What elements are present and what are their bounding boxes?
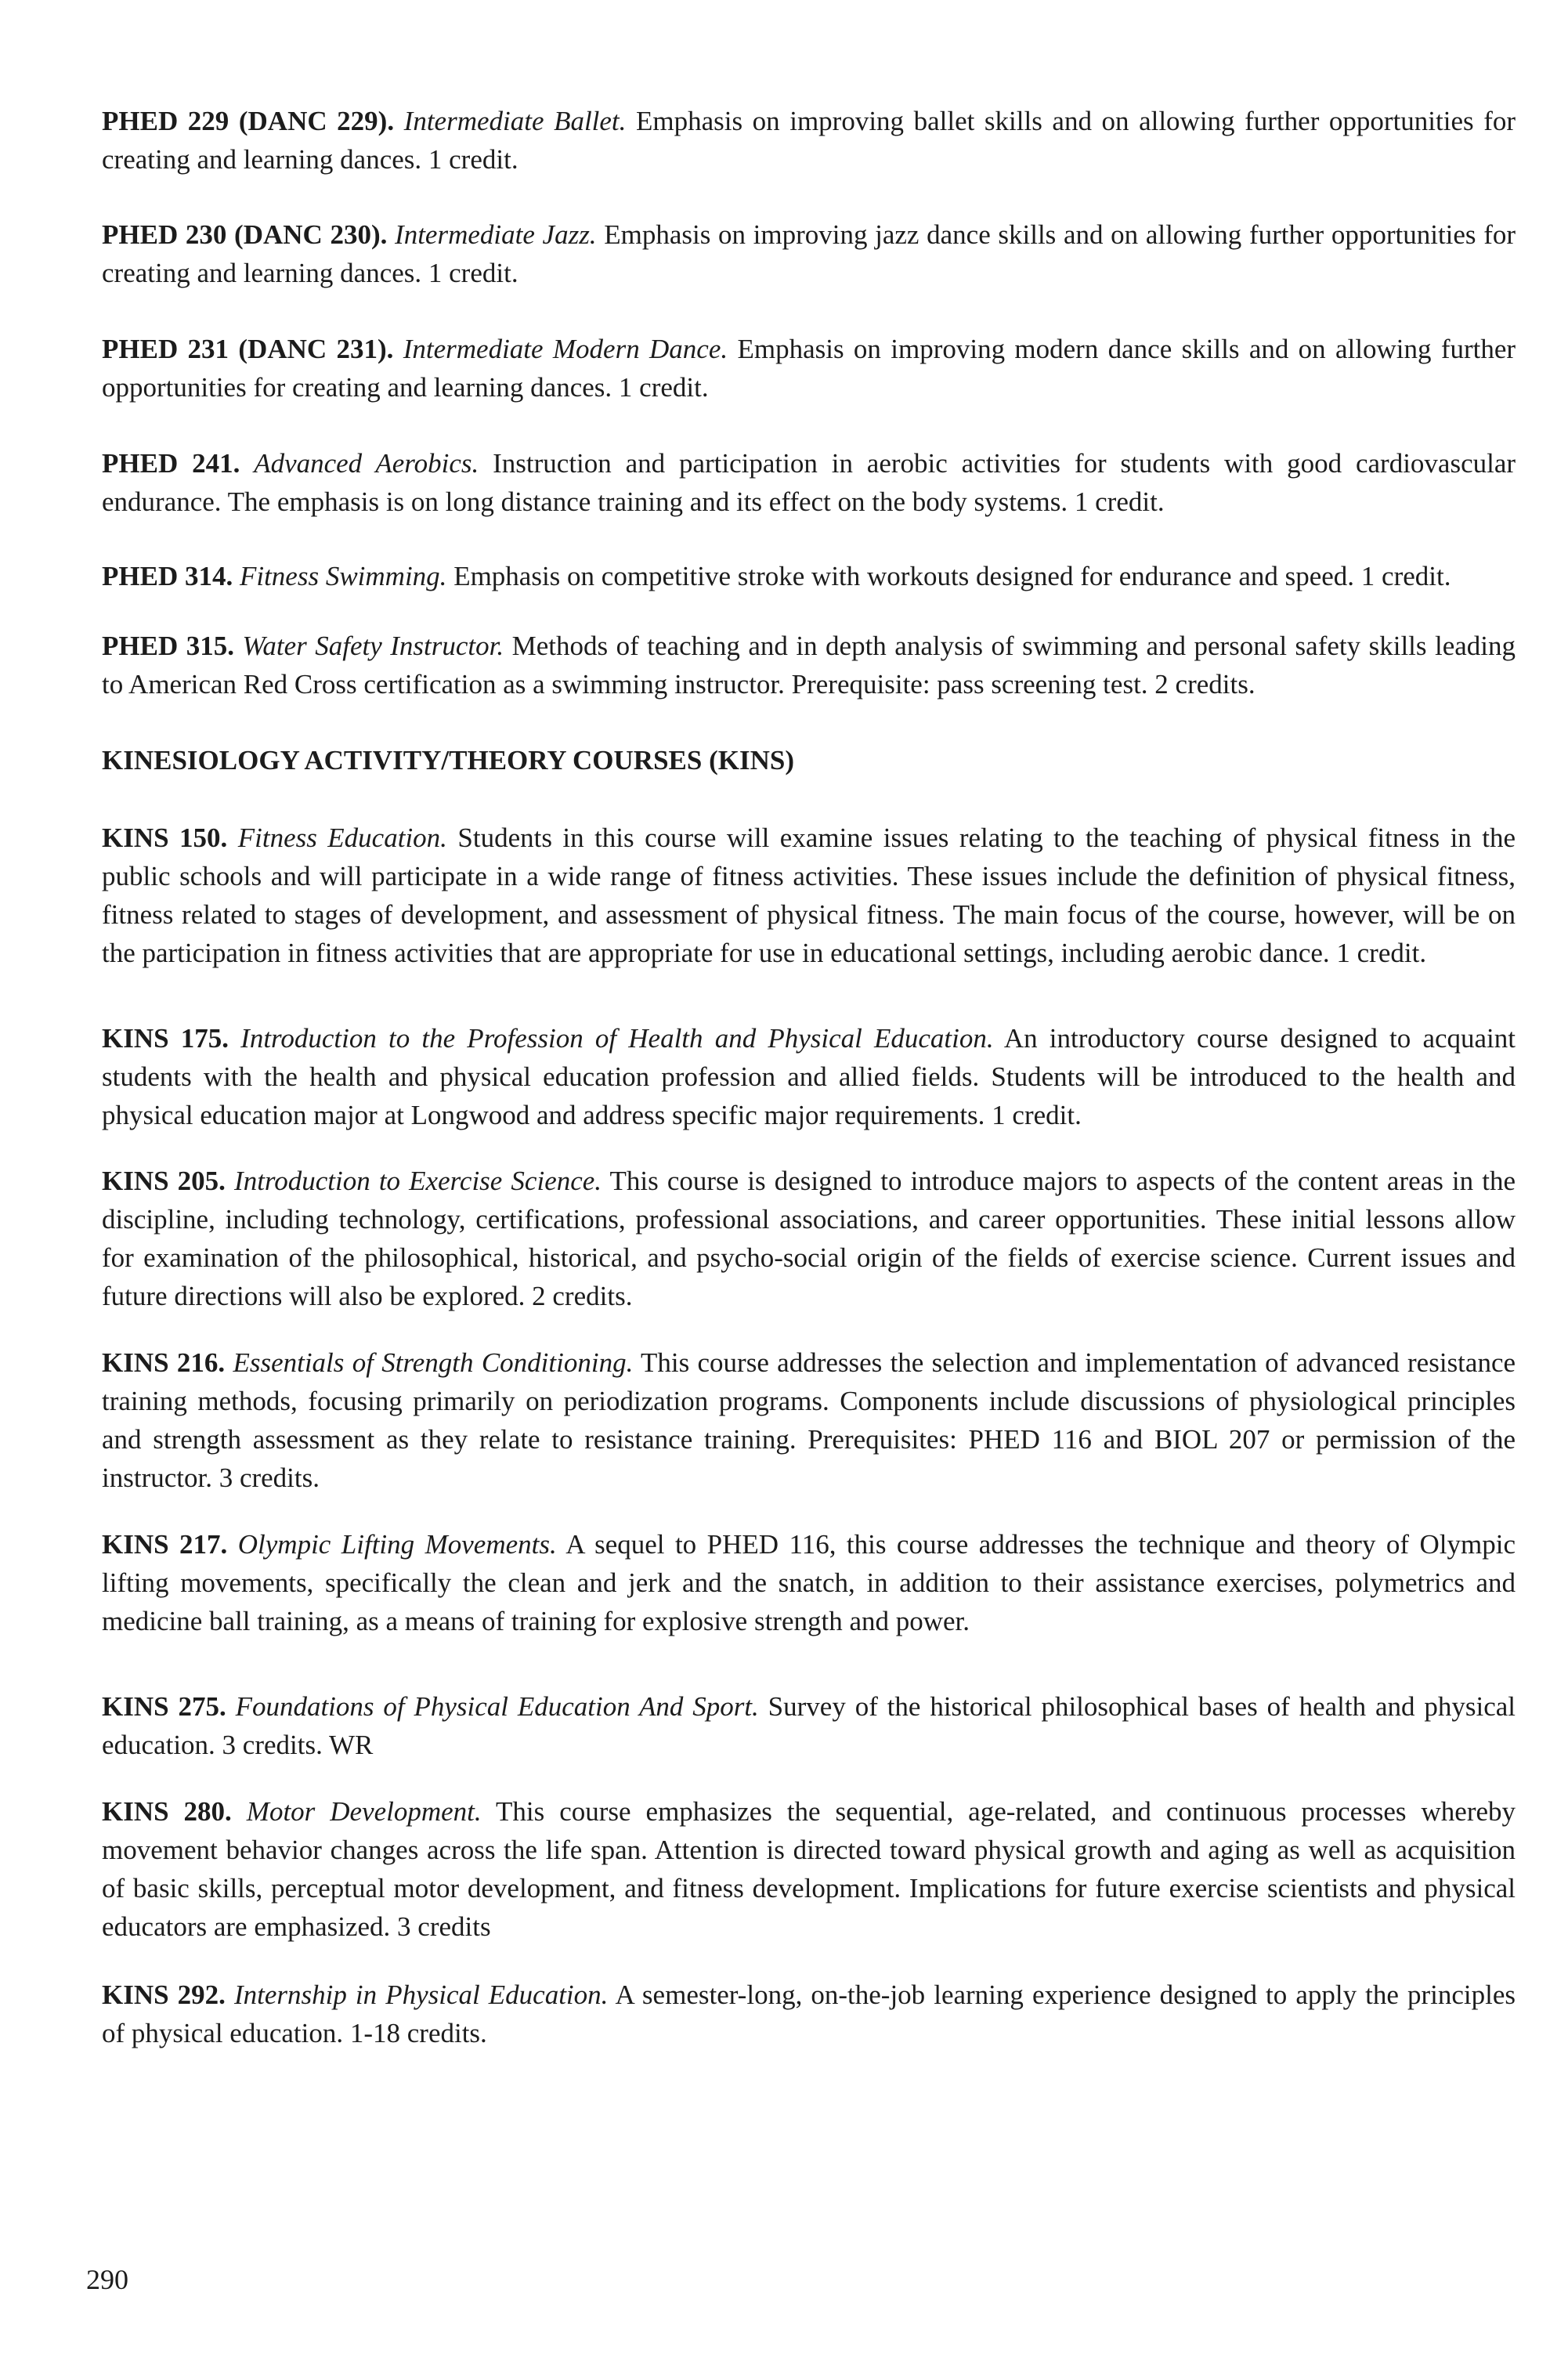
course-description: This course emphasizes the sequential, age-related, and continuous processes whereby movement behavior changes across the life span. Attention is directed toward physical growth and aging as well as acquisition of basic skills, perceptual motor development, and fitness development. Implications for future exercise scientists and physical educators are emphasized. 3 credits bbox=[102, 1796, 1516, 1942]
course-description: This course addresses the selection and implementation of advanced resistance training methods, focusing primarily on periodization programs. Components include discussions of physiological principles and strength assessment as they relate to resistance training. Prerequisites: PHED 116 and BIOL 207 or permission of the instructor. 3 credits. bbox=[102, 1347, 1516, 1493]
course-entry-kins-150 bbox=[102, 819, 1516, 972]
course-entry-kins-205 bbox=[102, 1162, 1516, 1315]
course-description: Emphasis on improving jazz dance skills and on allowing further opportunities for creating and learning dances. 1 credit. bbox=[102, 219, 1516, 288]
course-description: A sequel to PHED 116, this course addresses the technique and theory of Olympic lifting movements, specifically the clean and jerk and the snatch, in addition to their assistance exercises, polymetrics and medicine ball training, as a means of training for explosive strength and power. bbox=[102, 1529, 1516, 1636]
course-code: PHED 231 (DANC 231). bbox=[102, 334, 394, 364]
course-title: Advanced Aerobics. bbox=[254, 448, 479, 479]
course-description: Emphasis on improving modern dance skills and on allowing further opportunities for creating and learning dances. 1 credit. bbox=[102, 334, 1516, 403]
course-entry-phed-231 bbox=[102, 330, 1516, 407]
course-entry-phed-241 bbox=[102, 444, 1516, 521]
course-entry-phed-230 bbox=[102, 215, 1516, 292]
course-title: Internship in Physical Education. bbox=[233, 1979, 609, 2010]
course-code: PHED 314. bbox=[102, 561, 233, 591]
course-title: Introduction to the Profession of Health and Physical Education. bbox=[240, 1023, 994, 1054]
course-title: Olympic Lifting Movements. bbox=[237, 1529, 557, 1560]
course-entry-phed-315 bbox=[102, 627, 1516, 703]
course-description: Emphasis on improving ballet skills and on allowing further opportunities for creating and learning dances. 1 credit. bbox=[102, 106, 1516, 175]
course-entry-kins-280 bbox=[102, 1792, 1516, 1946]
course-description: Instruction and participation in aerobic activities for students with good cardiovascular endurance. The emphasis is on long distance training and its effect on the body systems. 1 credit. bbox=[102, 448, 1516, 517]
section-heading: KINESIOLOGY ACTIVITY/THEORY COURSES (KINS) bbox=[102, 745, 795, 776]
course-title: Fitness Swimming. bbox=[239, 561, 447, 591]
course-entry-kins-275 bbox=[102, 1687, 1516, 1764]
course-code: KINS 292. bbox=[102, 1979, 226, 2010]
course-description: Methods of teaching and in depth analysis of swimming and personal safety skills leading to American Red Cross certification as a swimming instructor. Prerequisite: pass screening test. 2 credits. bbox=[102, 631, 1516, 700]
course-title: Intermediate Modern Dance. bbox=[403, 334, 728, 364]
course-description: Survey of the historical philosophical bases of health and physical education. 3 credits. WR bbox=[102, 1691, 1516, 1760]
course-code: KINS 280. bbox=[102, 1796, 232, 1827]
course-code: KINS 216. bbox=[102, 1347, 226, 1378]
course-entry-phed-314 bbox=[102, 557, 1516, 595]
catalog-page bbox=[102, 102, 1516, 2052]
course-code: KINS 150. bbox=[102, 823, 228, 853]
course-code: KINS 275. bbox=[102, 1691, 226, 1722]
course-title: Intermediate Jazz. bbox=[395, 219, 597, 250]
course-code: KINS 205. bbox=[102, 1166, 226, 1196]
course-code: KINS 175. bbox=[102, 1023, 229, 1054]
course-entry-kins-216 bbox=[102, 1343, 1516, 1497]
course-code: PHED 315. bbox=[102, 631, 234, 661]
course-title: Intermediate Ballet. bbox=[403, 106, 627, 136]
course-entry-kins-292 bbox=[102, 1976, 1516, 2052]
course-code: PHED 241. bbox=[102, 448, 240, 479]
course-title: Introduction to Exercise Science. bbox=[234, 1166, 602, 1196]
course-title: Fitness Education. bbox=[237, 823, 447, 853]
course-title: Essentials of Strength Conditioning. bbox=[233, 1347, 634, 1378]
course-description: This course is designed to introduce majors to aspects of the content areas in the discipline, including technology, certifications, professional associations, and career opportunities. These initial lessons allow for examination of the philosophical, historical, and psycho-social origin of the fields of exercise science. Current issues and future directions will also be explored. 2 credits. bbox=[102, 1166, 1516, 1311]
course-code: KINS 217. bbox=[102, 1529, 228, 1560]
course-code: PHED 230 (DANC 230). bbox=[102, 219, 388, 250]
page-number: 290 bbox=[86, 2264, 128, 2295]
course-title: Foundations of Physical Education And Sport. bbox=[235, 1691, 759, 1722]
course-entry-kins-175 bbox=[102, 1019, 1516, 1134]
course-description: Emphasis on competitive stroke with workouts designed for endurance and speed. 1 credit. bbox=[453, 561, 1451, 591]
course-description: An introductory course designed to acquaint students with the health and physical education profession and allied fields. Students will be introduced to the health and physical education major at Longwood and address specific major requirements. 1 credit. bbox=[102, 1023, 1516, 1130]
course-description: A semester-long, on-the-job learning experience designed to apply the principles of physical education. 1-18 credits. bbox=[102, 1979, 1516, 2048]
course-title: Water Safety Instructor. bbox=[242, 631, 504, 661]
course-entry-phed-229 bbox=[102, 102, 1516, 179]
course-title: Motor Development. bbox=[246, 1796, 482, 1827]
course-entry-kins-217 bbox=[102, 1525, 1516, 1640]
course-code: PHED 229 (DANC 229). bbox=[102, 106, 395, 136]
course-description: Students in this course will examine issues relating to the teaching of physical fitness in the public schools and will participate in a wide range of fitness activities. These issues include the definition of physical fitness, fitness related to stages of development, and assessment of physical fitness. The main focus of the course, however, will be on the participation in fitness activities that are appropriate for use in educational settings, including aerobic dance. 1 credit. bbox=[102, 823, 1516, 968]
